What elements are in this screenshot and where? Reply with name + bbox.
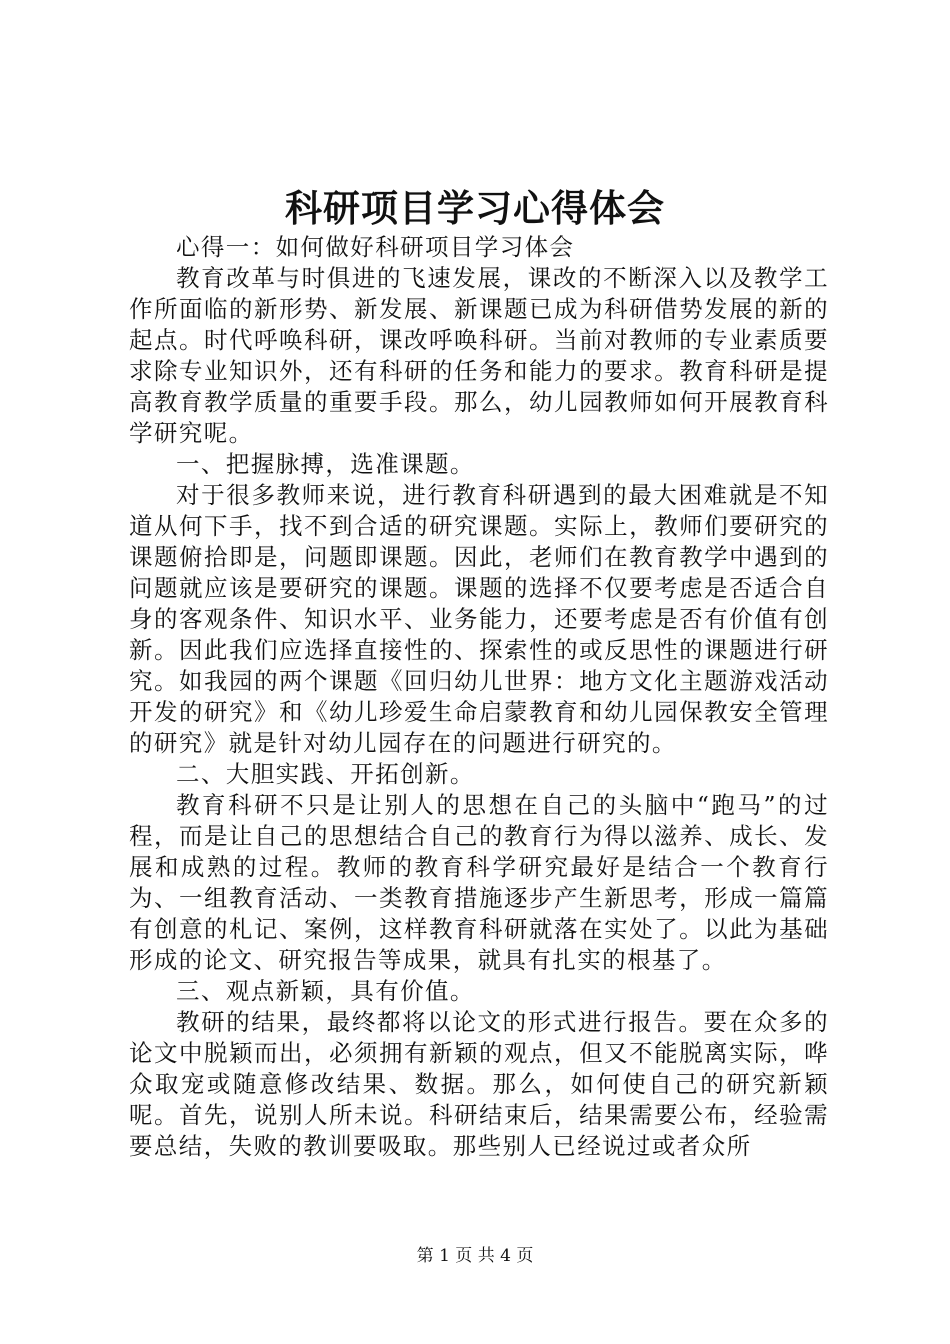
page-number: 第 1 页 共 4 页 — [416, 1246, 534, 1266]
body-paragraph: 教育科研不只是让别人的思想在自己的头脑中“跑马”的过程，而是让自己的思想结合自己的教育行为得以滋养、成长、发展和成熟的过程。教师的教育科学研究最好是结合一个教育行为、一组教育活动、一类教育措施逐步产生新思考，形成一篇篇有创意的札记、案例，这样教育科研就落在实处了。以此为基础形成的论文、研究报告等成果，就具有扎实的根基了。 — [129, 791, 829, 974]
section-heading: 二、大胆实践、开拓创新。 — [176, 760, 475, 788]
body-paragraph: 对于很多教师来说，进行教育科研遇到的最大困难就是不知道从何下手，找不到合适的研究课题。实际上，教师们要研究的课题俯拾即是，问题即课题。因此，老师们在教育教学中遇到的问题就应该是要研究的课题。课题的选择不仅要考虑是否适合自身的客观条件、知识水平、业务能力，还要考虑是否有价值有创新。因此我们应选择直接性的、探索性的或反思性的课题进行研究。如我园的两个课题《回归幼儿世界：地方文化主题游戏活动开发的研究》和《幼儿珍爱生命启蒙教育和幼儿园保教安全管理的研究》就是针对幼儿园存在的问题进行研究的。 — [129, 481, 829, 757]
page-footer — [0, 1244, 950, 1268]
section-heading: 心得一：如何做好科研项目学习体会 — [176, 233, 575, 261]
section-heading: 一、把握脉搏，选准课题。 — [176, 450, 475, 478]
body-paragraph: 教研的结果，最终都将以论文的形式进行报告。要在众多的论文中脱颖而出，必须拥有新颖的观点，但又不能脱离实际，哗众取宠或随意修改结果、数据。那么，如何使自己的研究新颖呢。首先，说别人所未说。科研结束后，结果需要公布，经验需要总结，失败的教训要吸取。那些别人已经说过或者众所 — [129, 1008, 829, 1160]
body-paragraph: 教育改革与时俱进的飞速发展，课改的不断深入以及教学工作所面临的新形势、新发展、新课题已成为科研借势发展的新的起点。时代呼唤科研，课改呼唤科研。当前对教师的专业素质要求除专业知识外，还有科研的任务和能力的要求。教育科研是提高教育教学质量的重要手段。那么，幼儿园教师如何开展教育科学研究呢。 — [129, 264, 829, 447]
section-heading: 三、观点新颖，具有价值。 — [176, 977, 475, 1005]
document-body — [129, 232, 829, 1162]
document-title: 科研项目学习心得体会 — [285, 186, 665, 230]
